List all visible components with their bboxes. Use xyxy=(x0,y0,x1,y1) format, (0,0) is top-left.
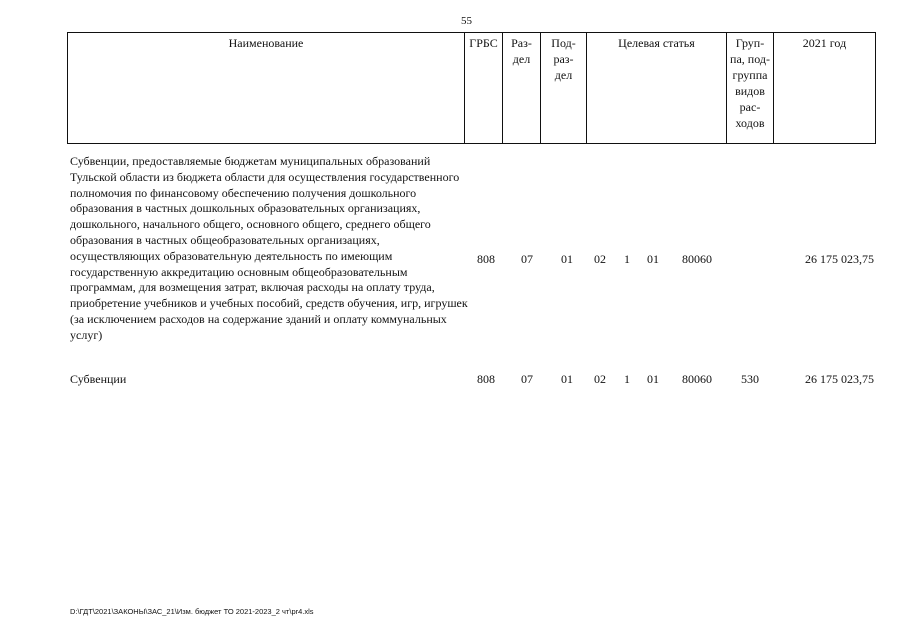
page-number: 55 xyxy=(461,15,472,27)
row-target-2: 1 xyxy=(624,252,630,266)
table-header xyxy=(67,32,876,144)
row-target-3: 01 xyxy=(647,252,659,266)
row-grbs: 808 xyxy=(477,372,495,386)
row-target-1: 02 xyxy=(594,372,606,386)
row-target-2: 1 xyxy=(624,372,630,386)
header-group: Груп- па, под- группа видов рас- ходов xyxy=(727,33,774,143)
header-razdel: Раз- дел xyxy=(503,33,541,143)
row-target-3: 01 xyxy=(647,372,659,386)
row-target-1: 02 xyxy=(594,252,606,266)
row-name: Субвенции xyxy=(70,372,127,386)
row-amount: 26 175 023,75 xyxy=(805,372,874,386)
header-target: Целевая статья xyxy=(587,33,727,143)
row-target-4: 80060 xyxy=(682,372,712,386)
row-grbs: 808 xyxy=(477,252,495,266)
row-target-4: 80060 xyxy=(682,252,712,266)
header-grbs: ГРБС xyxy=(465,33,503,143)
row-name: Субвенции, предоставляемые бюджетам муниципальных образований Тульской области из бюджета области для осуществления государственного полномочия по финансовому обеспечению получения дошкольного образования в частных дошкольных образовательных организациях, дошкольного, начального общего, основного общего, среднего общего образования в частных общеобразовательных организациях, осуществляющих образовательную деятельность по имеющим государственную аккредитацию основным общеобразовательным программам, для возмещения затрат, включая расходы на оплату труда, приобретение учебников и учебных пособий, средств обучения, игр, игрушек (за исключением расходов на содержание зданий и оплату коммунальных услуг) xyxy=(70,154,468,342)
file-path-footer: D:\ГДТ\2021\ЗАКОНЫ\ЗАС_21\Изм. бюджет ТО 2021-2023_2 чт\pr4.xls xyxy=(70,607,314,616)
header-name: Наименование xyxy=(68,33,465,143)
row-group: 530 xyxy=(741,372,759,386)
row-razdel: 07 xyxy=(521,372,533,386)
header-podrazdel: Под- раз- дел xyxy=(541,33,587,143)
row-podrazdel: 01 xyxy=(561,372,573,386)
header-year: 2021 год xyxy=(802,36,847,50)
row-podrazdel: 01 xyxy=(561,252,573,266)
row-amount: 26 175 023,75 xyxy=(805,252,874,266)
row-razdel: 07 xyxy=(521,252,533,266)
